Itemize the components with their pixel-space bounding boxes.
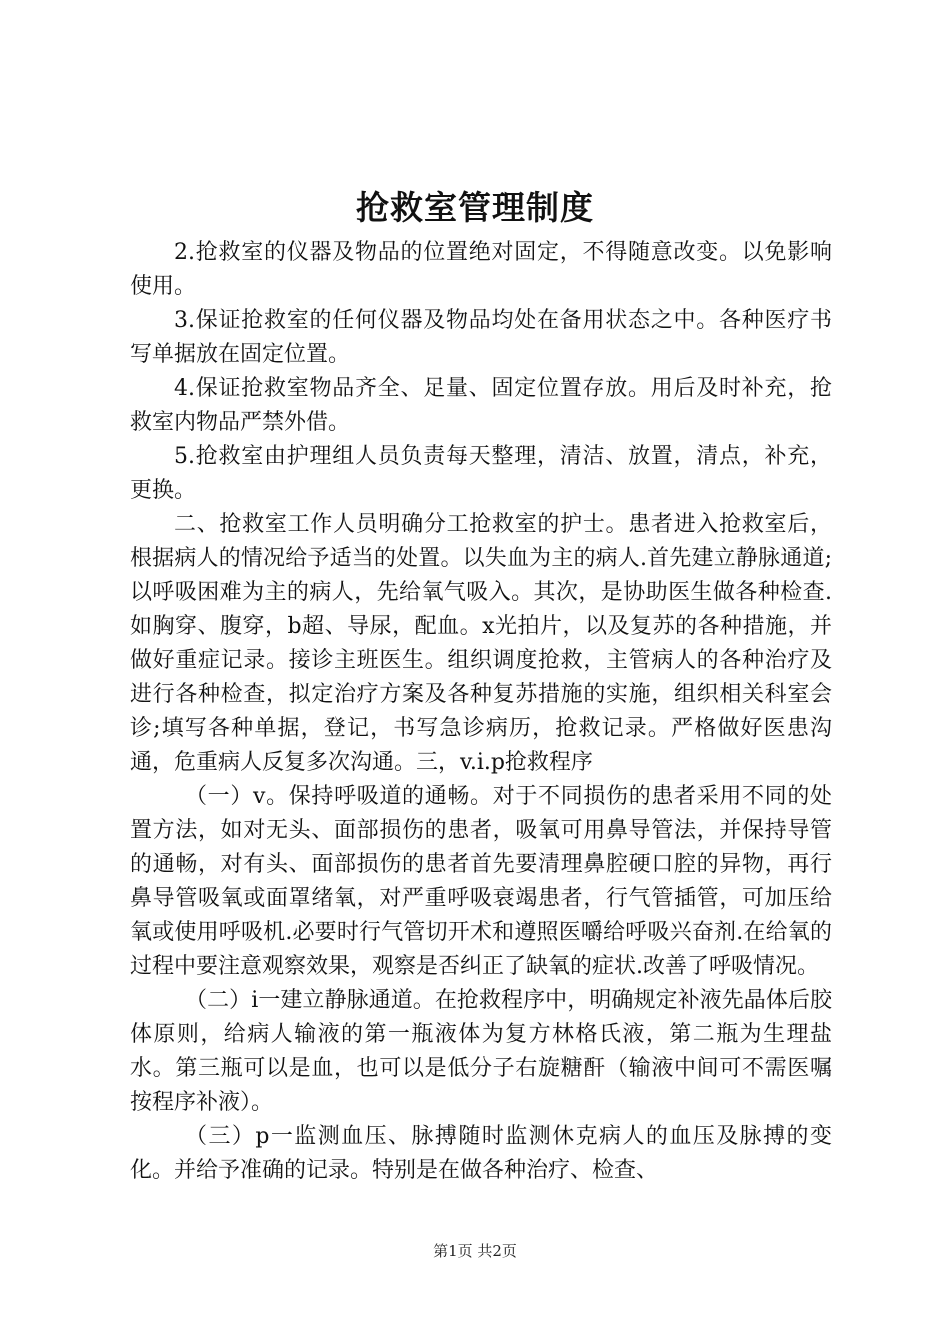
paragraph-item-4: 4.保证抢救室物品齐全、足量、固定位置存放。用后及时补充，抢救室内物品严禁外借。 (130, 376, 832, 435)
paragraph-item-3: 3.保证抢救室的任何仪器及物品均处在备用状态之中。各种医疗书写单据放在固定位置。 (130, 308, 832, 367)
document-body (130, 236, 832, 1188)
paragraph-step-two: （二）i一建立静脉通道。在抢救程序中，明确规定补液先晶体后胶体原则，给病人输液的第一瓶液体为复方林格氏液，第二瓶为生理盐水。第三瓶可以是血，也可以是低分子右旋糖酐（输液中间可不需医嘱按程序补液）。 (130, 988, 832, 1115)
page-footer (0, 1240, 950, 1262)
paragraph-section-two: 二、抢救室工作人员明确分工抢救室的护士。患者进入抢救室后，根据病人的情况给予适当的处置。以失血为主的病人.首先建立静脉通道;以呼吸困难为主的病人，先给氧气吸入。其次，是协助医生做各种检查.如胸穿、腹穿，b超、导尿，配血。x光拍片，以及复苏的各种措施，并做好重症记录。接诊主班医生。组织调度抢救，主管病人的各种治疗及进行各种检查，拟定治疗方案及各种复苏措施的实施，组织相关科室会诊;填写各种单据，登记，书写急诊病历，抢救记录。严格做好医患沟通，危重病人反复多次沟通。三，v.i.p抢救程序 (130, 512, 832, 775)
paragraph-item-2: 2.抢救室的仪器及物品的位置绝对固定，不得随意改变。以免影响使用。 (130, 240, 832, 299)
paragraph-step-one: （一）v。保持呼吸道的通畅。对于不同损伤的患者采用不同的处置方法，如对无头、面部损伤的患者，吸氧可用鼻导管法，并保持导管的通畅，对有头、面部损伤的患者首先要清理鼻腔硬口腔的异物，再行鼻导管吸氧或面罩绪氧，对严重呼吸衰竭患者，行气管插管，可加压给氧或使用呼吸机.必要时行气管切开术和遵照医嚼给呼吸兴奋剂.在给氧的过程中要注意观察效果，观察是否纠正了缺氧的症状.改善了呼吸情况。 (130, 784, 832, 979)
paragraph-item-5: 5.抢救室由护理组人员负责每天整理，清洁、放置，清点，补充，更换。 (130, 444, 832, 503)
paragraph-step-three: （三）p一监测血压、脉搏随时监测休克病人的血压及脉搏的变化。并给予准确的记录。特别是在做各种治疗、检查、 (130, 1124, 832, 1183)
page-number: 第1页 共2页 (433, 1242, 517, 1260)
document-title: 抢救室管理制度 (356, 188, 594, 227)
